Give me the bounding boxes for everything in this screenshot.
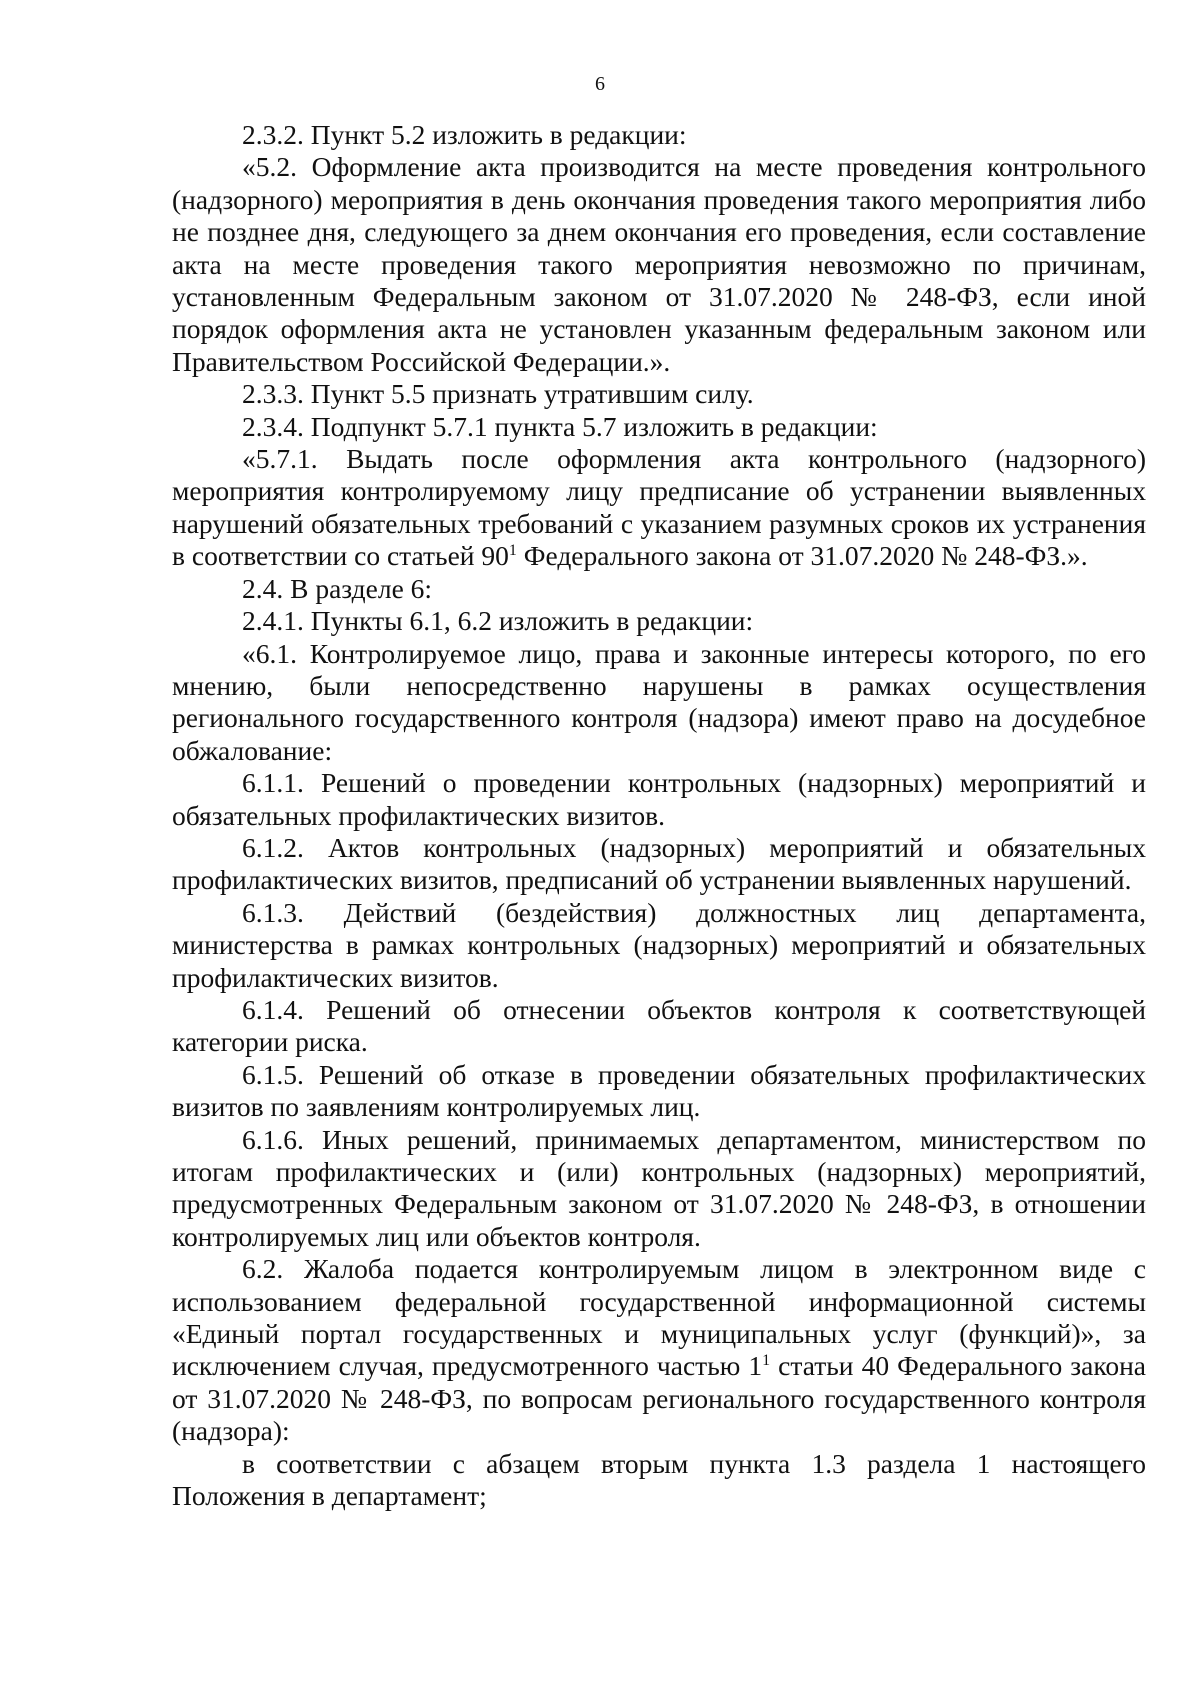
paragraph-2-4: 2.4. В разделе 6: xyxy=(242,572,433,604)
paragraph-department-appeal: в соответствии с абзацем вторым пункта 1.3 раздела 1 настоящего Положения в департамент; xyxy=(172,1447,1146,1512)
paragraph-6-1-3: 6.1.3. Действий (бездействия) должностных лиц департамента, министерства в рамках контрольных (надзорных) мероприятий и обязательных профилактических визитов. xyxy=(172,896,1146,993)
paragraph-6-1: «6.1. Контролируемое лицо, права и законные интересы которого, по его мнению, были непосредственно нарушены в рамках осуществления регионального государственного контроля (надзора) имеют право на досудебное обжалование: xyxy=(172,637,1146,766)
paragraph-2-3-2: 2.3.2. Пункт 5.2 изложить в редакции: xyxy=(242,119,687,150)
paragraph-6-1-1: 6.1.1. Решений о проведении контрольных (надзорных) мероприятий и обязательных профилактических визитов. xyxy=(172,767,1146,831)
paragraph-6-2 xyxy=(172,1253,1146,1447)
paragraph-5-7-1-quote xyxy=(172,443,1146,573)
paragraph-6-1-6: 6.1.6. Иных решений, принимаемых департаментом, министерством по итогам профилактических и (или) контрольных (надзорных) мероприятий, предусмотренных Федеральным законом от 31.07.2020 № 248-ФЗ, в отношении контролируемых лиц или объектов контроля. xyxy=(172,1123,1146,1252)
superscript-number: 1 xyxy=(762,1352,771,1370)
paragraph-6-1-4: 6.1.4. Решений об отнесении объектов контроля к соответствующей категории риска. xyxy=(172,993,1146,1058)
paragraph-5-7-1-text-before: «5.7.1. Выдать после оформления акта контрольного (надзорного) мероприятия контролируемому лицу предписание об устранении выявленных нарушений обязательных требований с указанием разумных сроков их устранения в соответствии со статьей 90 xyxy=(172,443,1146,572)
paragraph-2-3-3: 2.3.3. Пункт 5.5 признать утратившим силу. xyxy=(242,378,754,410)
paragraph-2-4-1: 2.4.1. Пункты 6.1, 6.2 изложить в редакции: xyxy=(242,605,754,637)
paragraph-6-2-text-after: статьи 40 Федерального закона от 31.07.2020 № 248-ФЗ, по вопросам регионального государственного контроля (надзора): xyxy=(172,1350,1146,1447)
page-number: 6 xyxy=(595,73,605,95)
superscript-number: 1 xyxy=(508,542,517,560)
paragraph-6-2-text-before: 6.2. Жалоба подается контролируемым лицом в электронном виде с использованием федеральной государственной информационной системы «Единый портал государственных и муниципальных услуг (функций)», за исключением случая, предусмотренного частью 1 xyxy=(172,1253,1146,1382)
paragraph-6-1-5: 6.1.5. Решений об отказе в проведении обязательных профилактических визитов по заявлениям контролируемых лиц. xyxy=(172,1058,1146,1123)
document-body xyxy=(172,119,1146,1512)
paragraph-2-3-4: 2.3.4. Подпункт 5.7.1 пункта 5.7 изложить в редакции: xyxy=(242,410,878,442)
paragraph-6-1-2: 6.1.2. Актов контрольных (надзорных) мероприятий и обязательных профилактических визитов, предписаний об устранении выявленных нарушений. xyxy=(172,831,1146,896)
paragraph-5-7-1-text-after: Федерального закона от 31.07.2020 № 248-ФЗ.». xyxy=(516,540,1088,572)
paragraph-5-2-quote: «5.2. Оформление акта производится на месте проведения контрольного (надзорного) мероприятия в день окончания проведения такого мероприятия либо не позднее дня, следующего за днем окончания его проведения, если составление акта на месте проведения такого мероприятия невозможно по причинам, установленным Федеральным законом от 31.07.2020 № 248-ФЗ, если иной порядок оформления акта не установлен указанным федеральным законом или Правительством Российской Федерации.». xyxy=(172,151,1146,377)
